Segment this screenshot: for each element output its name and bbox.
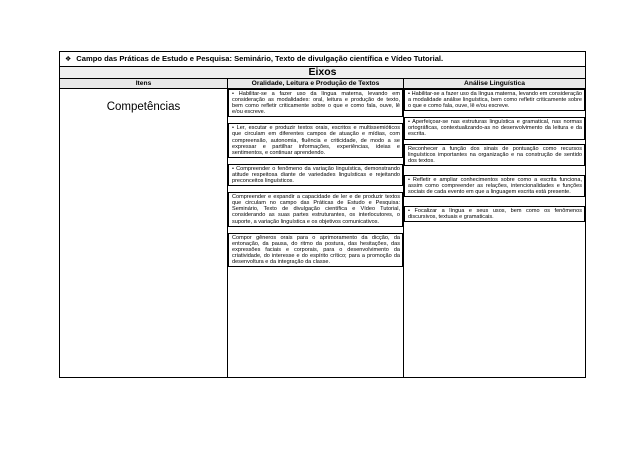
analise-cell: [404, 89, 586, 378]
analise-item: Reconhecer a função dos sinais de pontuação como recursos linguísticos importantes na organização e na construção de sentido dos textos.: [404, 144, 585, 166]
header-oralidade: Oralidade, Leitura e Produção de Textos: [251, 80, 380, 87]
oralidade-item: Compreender e expandir a capacidade de ler e de produzir textos que circulam no campo das Práticas de Estudo e Pesquisa: Seminário, Texto de divulgação científica e Vídeo Tutorial, considerando as suas partes estruturantes, os interlocutores, o suporte, a variação linguística e os objetivos comunicativos.: [228, 192, 403, 226]
oralidade-cell: [228, 89, 404, 378]
analise-item: • Aperfeiçoar-se nas estruturas linguística e gramatical, nas normas ortográficas, contextualizando-as no desenvolvimento da leitura e da escrita.: [404, 117, 585, 139]
header-analise-cell: [404, 79, 586, 89]
eixos-heading: Eixos: [308, 66, 337, 78]
diamond-bullet-icon: ❖: [65, 56, 72, 63]
title-row: [60, 52, 586, 67]
competencias-label: Competências: [106, 101, 181, 113]
header-itens-cell: [60, 79, 228, 89]
header-row: [60, 79, 586, 89]
oralidade-item: • Ler, escutar e produzir textos orais, escritos e multissemióticos que circulam em diferentes campos de atuação e mídias, com compreensão, autonomia, fluência e criticidade, de modo a se expressar e partilhar informações, experiências, ideias e sentimentos, e continuar aprendendo.: [228, 123, 403, 157]
analise-item: • Habilitar-se a fazer uso da língua materna, levando em consideração a modalidade análise linguística, bem como refletir criticamente sobre o que e como fala, ouve, lê e/ou escreve.: [404, 89, 585, 111]
campo-title: [60, 52, 585, 63]
header-itens: Itens: [135, 80, 152, 87]
title-cell: [60, 52, 586, 67]
analise-item: • Focalizar a língua e seus usos, bem como os fenômenos discursivos, textuais e gramaticais.: [404, 206, 585, 222]
curriculum-table: [59, 51, 586, 378]
eixos-cell: [60, 67, 586, 79]
oralidade-item: Compor gêneros orais para o aprimoramento da dicção, da entonação, da pausa, do ritmo da postura, das hesitações, das expressões faciais e corporais, para o desenvolvimento da criatividade, do interesse e do espírito crítico; para a promoção da desenvoltura e da integração da classe.: [228, 233, 403, 267]
competencias-label-cell: [60, 89, 228, 378]
campo-title-text: Campo das Práticas de Estudo e Pesquisa: Seminário, Texto de divulgação científica e Vídeo Tutorial.: [76, 54, 444, 63]
oralidade-item: • Habilitar-se a fazer uso da língua materna, levando em consideração as modalidades: oral, leitura e produção de texto, bem como refletir criticamente sobre o que e como fala, ouve, lê e/ou escreve.: [228, 89, 403, 117]
analise-item: • Refletir e ampliar conhecimentos sobre como a escrita funciona, assim como compreender as relações, intencionalidades e funções sociais de cada evento em que a linguagem escrita está presente.: [404, 175, 585, 197]
eixos-row: [60, 67, 586, 79]
header-analise: Análise Linguística: [464, 80, 525, 87]
header-oralidade-cell: [228, 79, 404, 89]
competencias-row: [60, 89, 586, 378]
oralidade-item: • Compreender o fenômeno da variação linguística, demonstrando atitude respeitosa diante de variedades linguísticas e rejeitando preconceitos linguísticos.: [228, 164, 403, 186]
